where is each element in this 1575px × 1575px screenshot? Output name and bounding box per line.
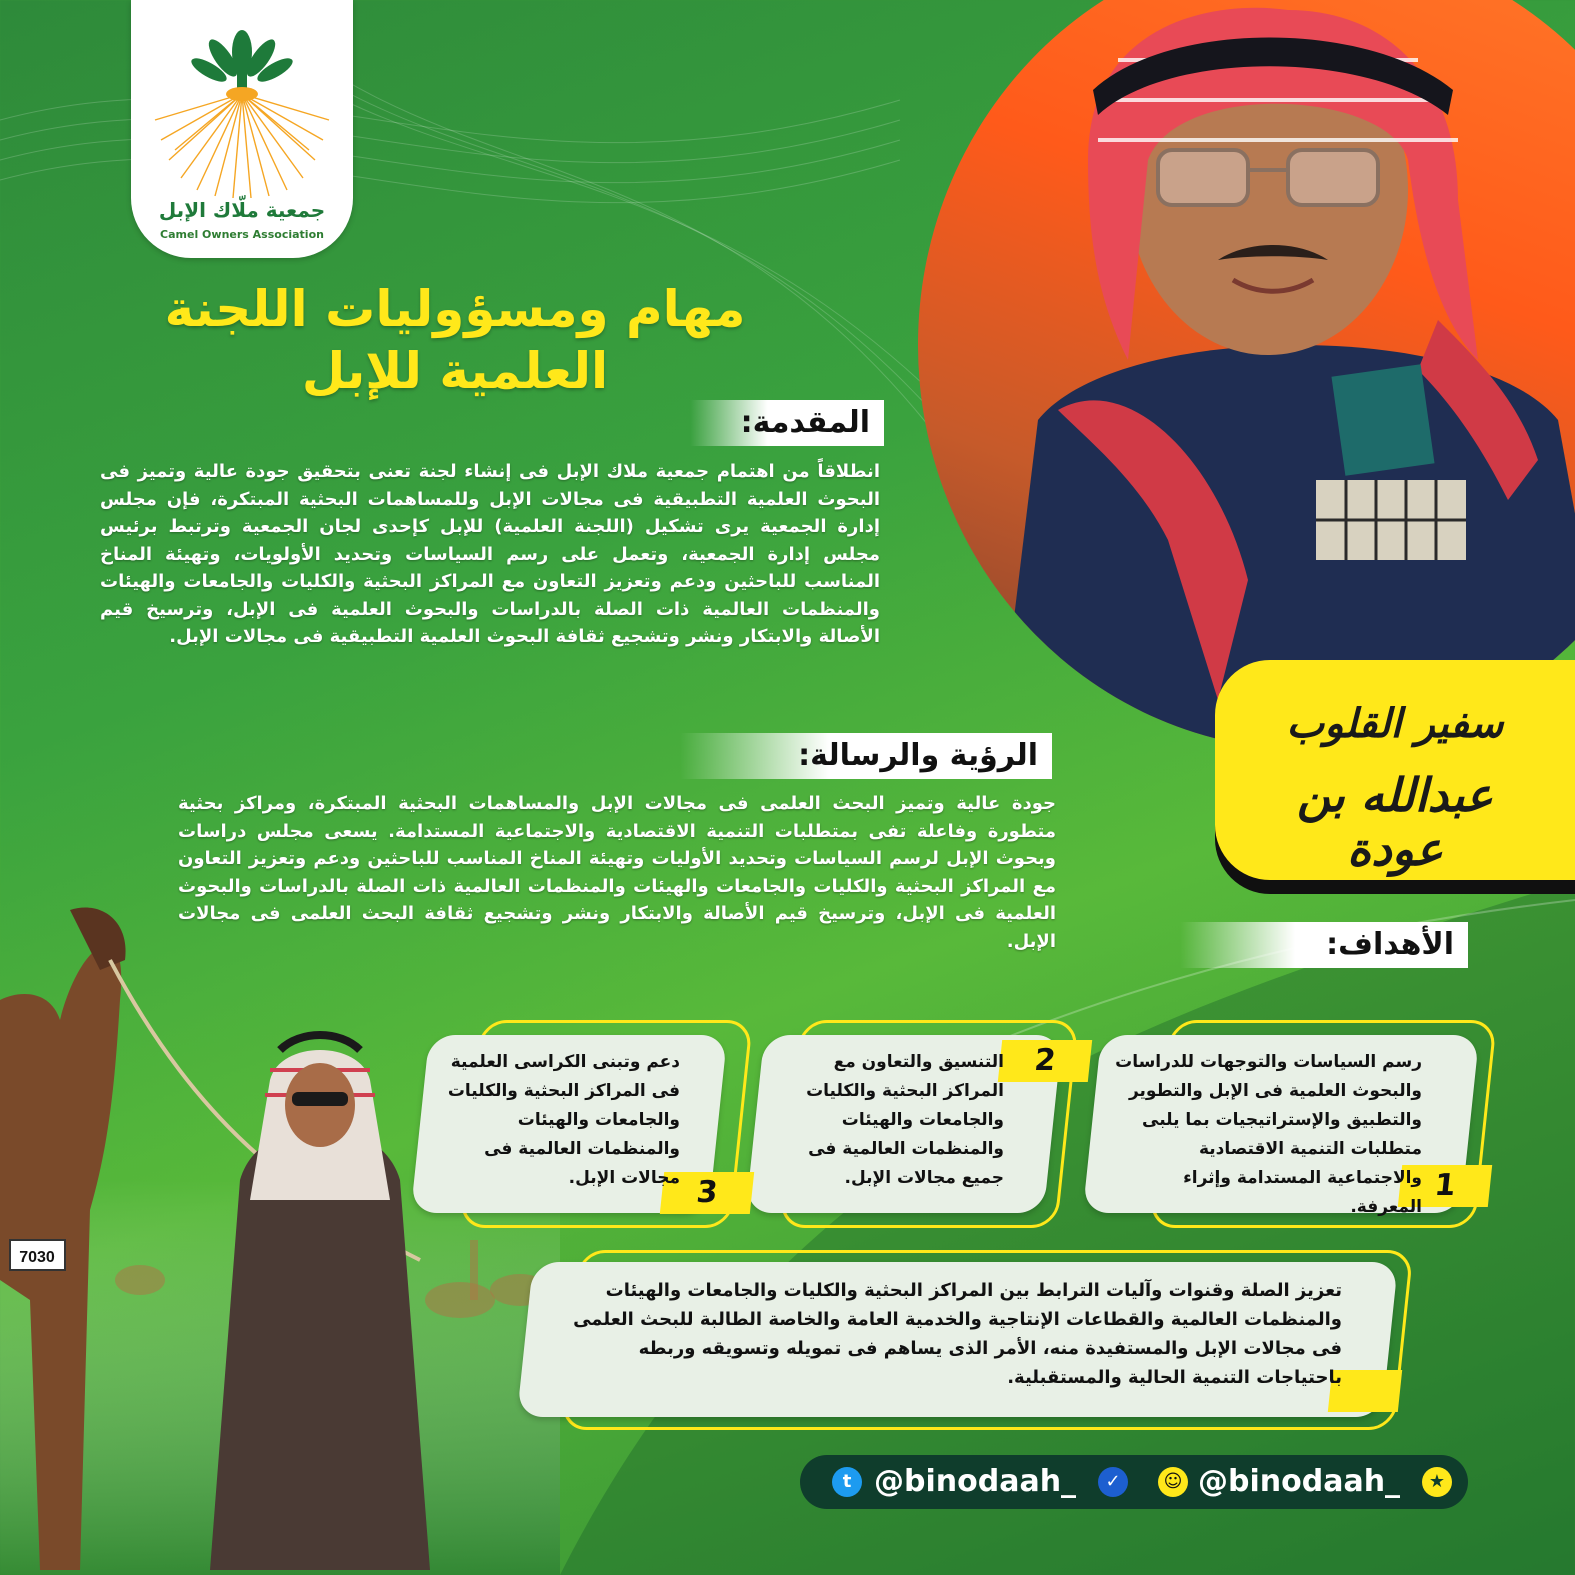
twitter-handle[interactable]: @binodaah_ (874, 1464, 1077, 1499)
man-portrait-image (918, 0, 1575, 750)
camel-tag: 7030 (19, 1249, 55, 1266)
title-line-1: مهام ومسؤوليات اللجنة (164, 280, 746, 338)
twitter-icon[interactable]: t (832, 1467, 862, 1497)
verified-icon: ✓ (1098, 1467, 1128, 1497)
goal-text-4: تعزيز الصلة وقنوات وآليات الترابط بين المراكز البحثية والكليات والجامعات والهيئات والمنظمات العالمية والقطاعات الإنتاجية والخدمية العامة والخاصة الطالبة للبحث العلمى فى مجالات الإبل والمستفيدة منه، الأمر الذى يساهم فى تمويله وتسويقه وربطه باحتياجات التنمية الحالية والمستقبلية. (573, 1280, 1342, 1388)
goal-number-3: 3 (660, 1172, 754, 1214)
goal-number-1: 1 (1398, 1165, 1492, 1207)
palm-roots-logo-icon (151, 30, 333, 200)
goal-text-3: دعم وتبنى الكراسى العلمية فى المراكز البحثية والكليات والجامعات والهيئات والمنظمات العالمية فى مجالات الإبل. (447, 1052, 680, 1188)
association-logo-card[interactable] (131, 0, 353, 258)
vision-heading: الرؤية والرسالة: (680, 733, 1052, 779)
snapchat-icon[interactable]: ☺ (1158, 1467, 1188, 1497)
goal-text-1: رسم السياسات والتوجهات للدراسات والبحوث العلمية فى الإبل والتطوير والتطبيق والإستراتيجيات بما يلبى متطلبات التنمية الاقتصادية والاجتماعية المستدامة وإثراء المعرفة. (1115, 1052, 1422, 1217)
logo-name-arabic: جمعية ملّاك الإبل (158, 198, 326, 222)
logo-name-english: Camel Owners Association (160, 228, 324, 241)
page-title (110, 278, 800, 402)
goal-number-2: 2 (998, 1040, 1092, 1082)
title-line-2: العلمية للإبل (301, 342, 609, 400)
vision-paragraph: جودة عالية وتميز البحث العلمى فى مجالات الإبل والمساهمات البحثية المبتكرة، ومراكز بحثية متطورة وفاعلة تفى بمتطلبات التنمية الاقتصادية والاجتماعية المستدامة. يسعى مجلس دراسات وبحوث الإبل لرسم السياسات وتحديد الأوليات وتهيئة المناخ المناسب للباحثين ودعم وتعزيز التعاون مع المراكز البحثية والكليات والجامعات والهيئات والمنظمات العالمية ذات الصلة بالدراسات والبحوث العلمية فى الإبل، وترسيخ قيم الأصالة والابتكار ونشر وتشجيع ثقافة البحث العلمى فى مجالات الإبل. (178, 793, 1056, 952)
goal-text-2: التنسيق والتعاون مع المراكز البحثية والكليات والجامعات والهيئات والمنظمات العالمية فى جميع مجالات الإبل. (806, 1052, 1004, 1188)
star-icon: ★ (1422, 1467, 1452, 1497)
portrait-photo (918, 0, 1575, 750)
signature-line-2: عبدالله بن عودة (1297, 768, 1493, 876)
signature-badge (1215, 660, 1575, 880)
intro-paragraph: انطلاقاً من اهتمام جمعية ملاك الإبل فى إنشاء لجنة تعنى بتحقيق جودة عالية وتميز فى البحوث العلمية التطبيقية فى مجالات الإبل وللمساهمات البحثية المبتكرة، فإن مجلس إدارة الجمعية يرى تشكيل (اللجنة العلمية) للإبل كإحدى لجان الجمعية وترتبط برئيس مجلس إدارة الجمعية، وتعمل على رسم السياسات وتحديد الأولويات، وتهيئة المناخ المناسب للباحثين ودعم وتعزيز التعاون مع المراكز البحثية والكليات والجامعات والهيئات والمنظمات العالمية ذات الصلة بالدراسات والبحوث العلمية فى الإبل، وترسيخ قيم الأصالة والابتكار ونشر وتشجيع ثقافة البحوث العلمية التطبيقية فى مجالات الإبل. (100, 461, 880, 647)
goals-heading: الأهداف: (1180, 922, 1468, 968)
snapchat-handle[interactable]: @binodaah_ (1198, 1464, 1401, 1499)
social-links-bar (800, 1455, 1468, 1509)
intro-heading: المقدمة: (690, 400, 884, 446)
camel-scene-image (0, 880, 560, 1575)
signature-line-1: سفير القلوب (1286, 700, 1504, 747)
